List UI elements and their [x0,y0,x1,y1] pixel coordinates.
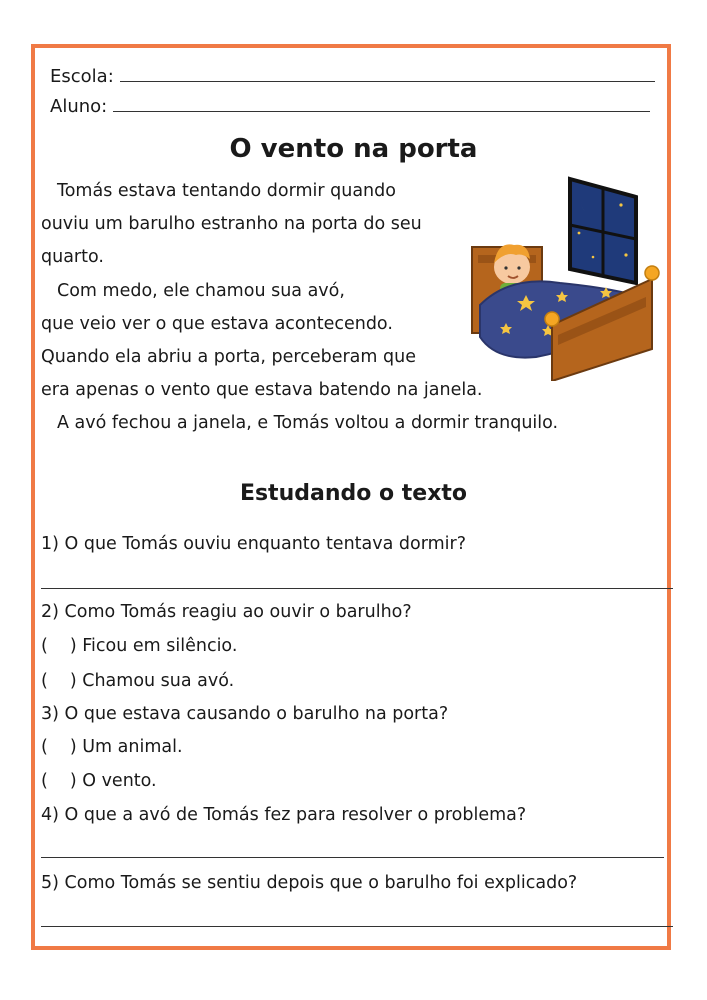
boy-in-bed-icon [466,175,662,381]
story-line: Quando ela abriu a porta, perceberam que [41,347,416,367]
student-field[interactable] [50,96,650,117]
option-row[interactable]: ( ) Chamou sua avó. [41,671,235,691]
option-text: Ficou em silêncio. [82,636,238,656]
question-2: 2) Como Tomás reagiu ao ouvir o barulho? [41,602,412,622]
question-1: 1) O que Tomás ouviu enquanto tentava dormir? [41,534,466,554]
option-row[interactable]: ( ) O vento. [41,771,157,791]
story-line: A avó fechou a janela, e Tomás voltou a dormir tranquilo. [57,413,559,433]
option-text: Um animal. [82,737,183,757]
school-line [120,66,655,82]
school-field[interactable] [50,66,655,87]
question-4: 4) O que a avó de Tomás fez para resolver o problema? [41,805,527,825]
story-line: Tomás estava tentando dormir quando [57,181,396,201]
school-label: Escola: [50,66,114,87]
question-3: 3) O que estava causando o barulho na porta? [41,704,449,724]
option-text: O vento. [82,771,157,791]
student-label: Aluno: [50,96,108,117]
story-line: era apenas o vento que estava batendo na janela. [41,380,483,400]
study-title: Estudando o texto [239,481,468,506]
answer-line-5[interactable] [41,926,673,927]
story-line: Com medo, ele chamou sua avó, [57,281,345,301]
story-line: ouviu um barulho estranho na porta do seu [41,214,422,234]
window-icon [570,179,636,283]
option-row[interactable]: ( ) Ficou em silêncio. [41,636,238,656]
answer-line-1[interactable] [41,588,673,589]
option-row[interactable]: ( ) Um animal. [41,737,183,757]
page-title: O vento na porta [229,134,478,164]
story-line: quarto. [41,247,104,267]
option-text: Chamou sua avó. [82,671,235,691]
story-line: que veio ver o que estava acontecendo. [41,314,393,334]
answer-line-4[interactable] [41,857,664,858]
question-5: 5) Como Tomás se sentiu depois que o barulho foi explicado? [41,873,578,893]
student-line [113,96,650,112]
